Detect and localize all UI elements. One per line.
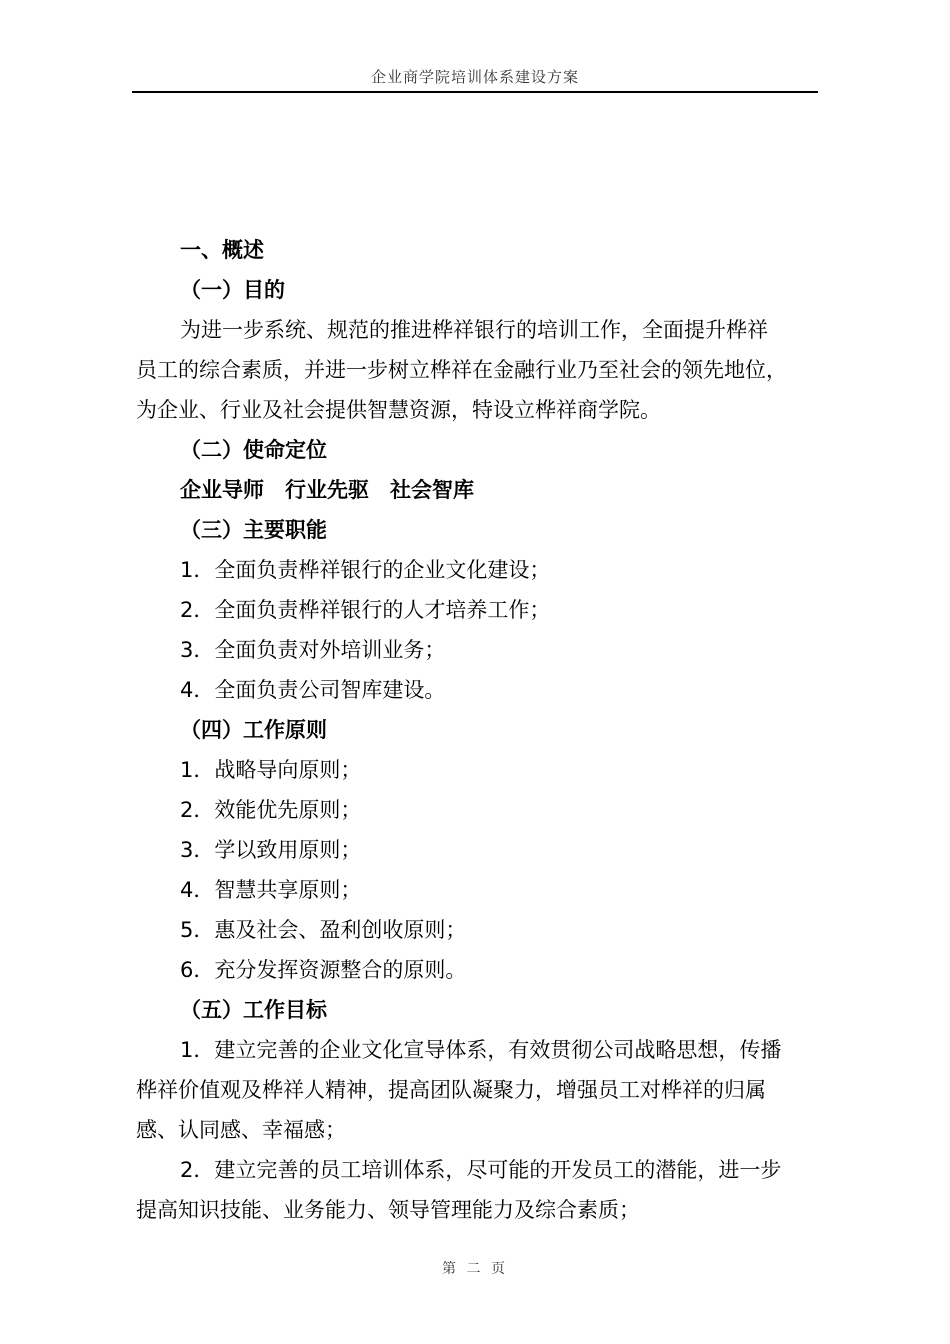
subheading-mission: （二）使命定位	[180, 438, 327, 462]
subheading-purpose: （一）目的	[180, 278, 285, 302]
list-item: 6．充分发挥资源整合的原则。	[180, 958, 467, 982]
list-item: 2．全面负责桦祥银行的人才培养工作；	[180, 598, 551, 622]
paragraph-line: 提高知识技能、业务能力、领导管理能力及综合素质；	[136, 1198, 640, 1222]
paragraph-line: 桦祥价值观及桦祥人精神，提高团队凝聚力，增强员工对桦祥的归属	[136, 1078, 766, 1102]
subheading-principles: （四）工作原则	[180, 718, 327, 742]
running-header: 企业商学院培训体系建设方案	[370, 68, 579, 86]
subheading-functions: （三）主要职能	[180, 518, 327, 542]
page-number: 第 二 页	[442, 1261, 508, 1277]
list-item: 1．全面负责桦祥银行的企业文化建设；	[180, 558, 551, 582]
subheading-goals: （五）工作目标	[180, 998, 327, 1022]
header-divider	[132, 91, 818, 93]
paragraph-line: 感、认同感、幸福感；	[136, 1118, 346, 1142]
list-item: 2．效能优先原则；	[180, 798, 362, 822]
list-item: 5．惠及社会、盈利创收原则；	[180, 918, 467, 942]
paragraph-line: 为进一步系统、规范的推进桦祥银行的培训工作，全面提升桦祥	[180, 318, 768, 342]
paragraph-line: 2．建立完善的员工培训体系，尽可能的开发员工的潜能，进一步	[180, 1158, 782, 1182]
section-heading-overview: 一、概述	[180, 238, 264, 262]
paragraph-line: 员工的综合素质，并进一步树立桦祥在金融行业乃至社会的领先地位，	[136, 358, 787, 382]
mission-statement: 企业导师 行业先驱 社会智库	[180, 478, 474, 502]
document-body	[136, 230, 820, 1230]
list-item: 1．战略导向原则；	[180, 758, 362, 782]
list-item: 4．智慧共享原则；	[180, 878, 362, 902]
paragraph-line: 1．建立完善的企业文化宣导体系，有效贯彻公司战略思想，传播	[180, 1038, 782, 1062]
list-item: 3．全面负责对外培训业务；	[180, 638, 446, 662]
list-item: 4．全面负责公司智库建设。	[180, 678, 446, 702]
list-item: 3．学以致用原则；	[180, 838, 362, 862]
paragraph-line: 为企业、行业及社会提供智慧资源，特设立桦祥商学院。	[136, 398, 661, 422]
